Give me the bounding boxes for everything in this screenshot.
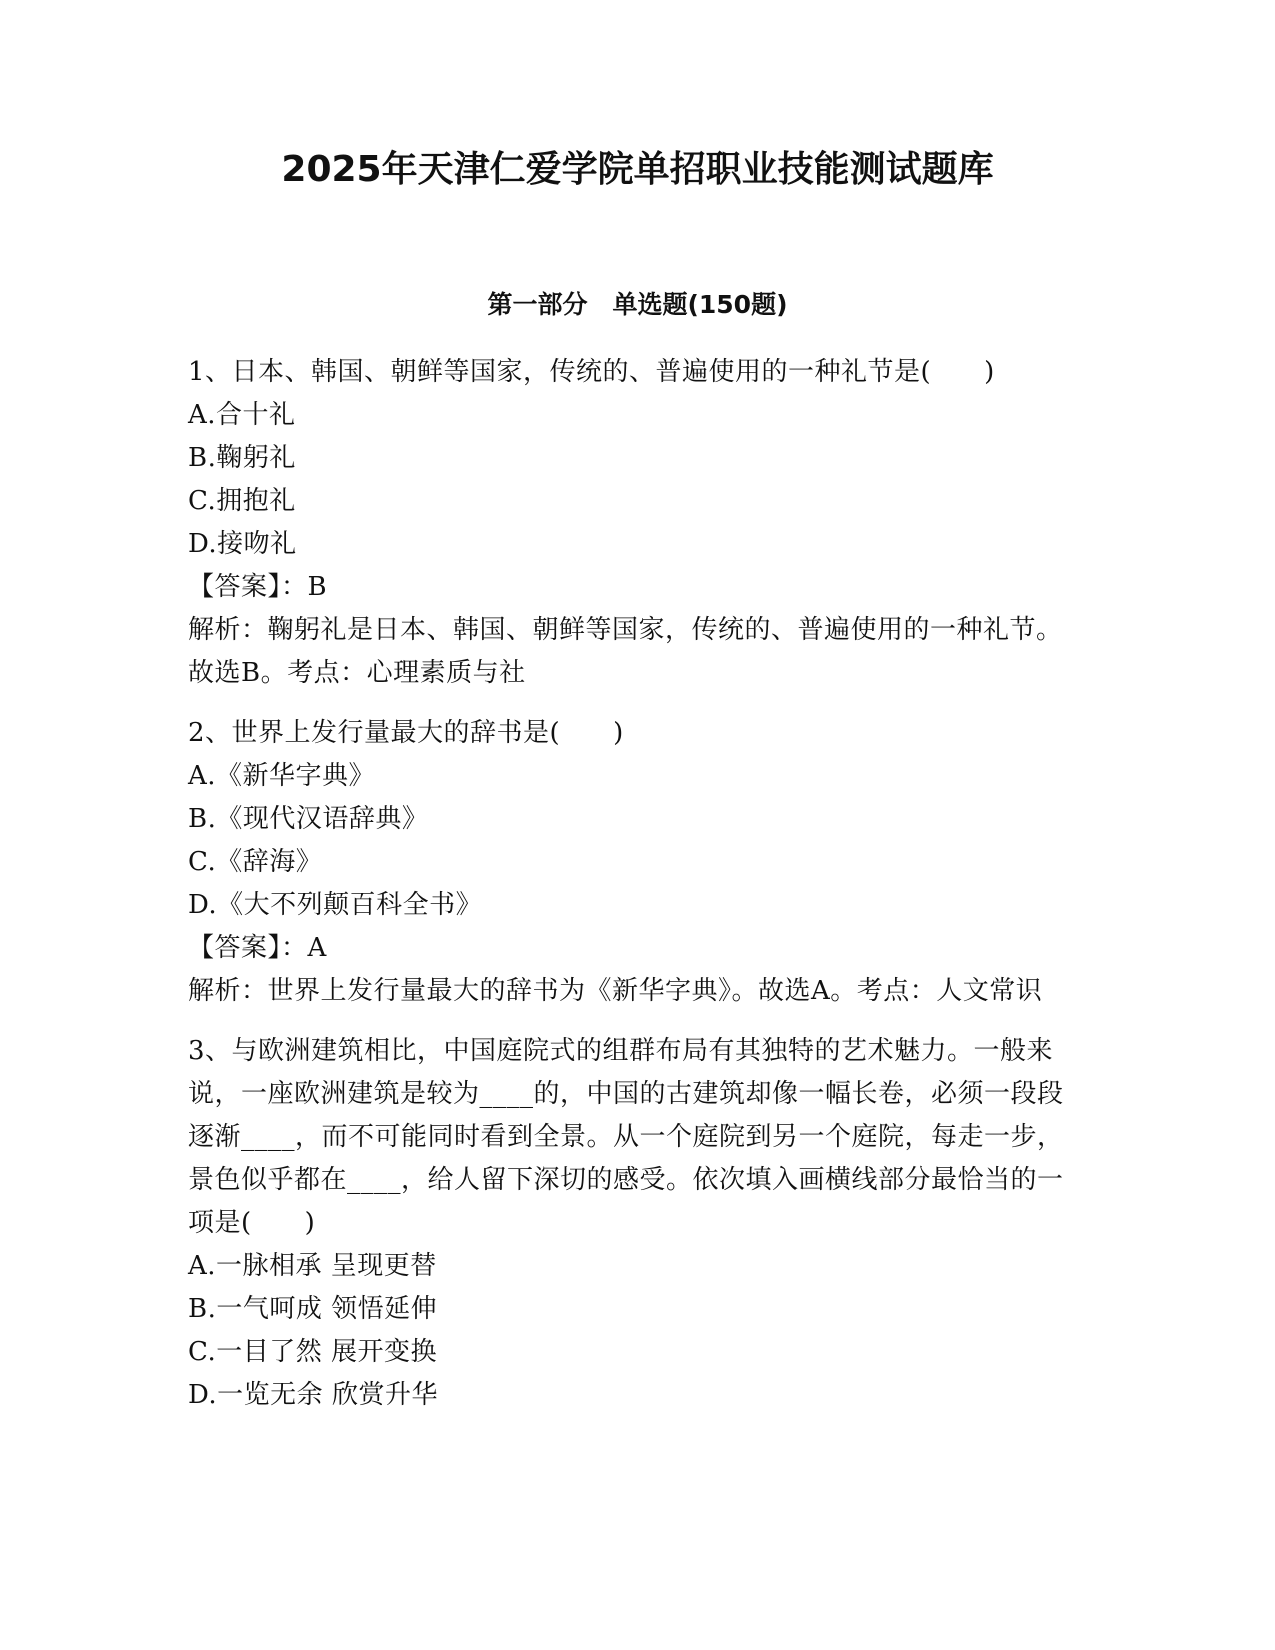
option-d: D.一览无余 欣赏升华: [188, 1380, 438, 1410]
question-1: [188, 351, 1088, 695]
explanation: 解析：鞠躬礼是日本、韩国、朝鲜等国家，传统的、普遍使用的一种礼节。故选B。考点：心理素质与社: [188, 615, 1063, 688]
section-title: 第一部分 单选题(150题): [487, 290, 788, 319]
question-2: [188, 712, 1088, 1013]
question-list: [188, 351, 1088, 1417]
option-b: B.鞠躬礼: [188, 443, 296, 473]
question-stem: 2、世界上发行量最大的辞书是( ): [188, 718, 624, 748]
option-b: B.一气呵成 领悟延伸: [188, 1294, 438, 1324]
question-3: [188, 1030, 1088, 1417]
option-c: C.《辞海》: [188, 847, 323, 877]
answer: 【答案】：B: [188, 572, 328, 602]
explanation: 解析：世界上发行量最大的辞书为《新华字典》。故选A。考点：人文常识: [188, 976, 1043, 1006]
question-stem: 3、与欧洲建筑相比，中国庭院式的组群布局有其独特的艺术魅力。一般来说，一座欧洲建筑是较为____的，中国的古建筑却像一幅长卷，必须一段段逐渐____，而不可能同时看到全景。从一个庭院到另一个庭院，每走一步，景色似乎都在____，给人留下深切的感受。依次填入画横线部分最恰当的一项是( ): [188, 1036, 1064, 1238]
option-d: D.《大不列颠百科全书》: [188, 890, 483, 920]
option-a: A.《新华字典》: [188, 761, 376, 791]
option-c: C.拥抱礼: [188, 486, 296, 516]
question-stem: 1、日本、韩国、朝鲜等国家，传统的、普遍使用的一种礼节是( ): [188, 357, 995, 387]
option-d: D.接吻礼: [188, 529, 297, 559]
page-title: 2025年天津仁爱学院单招职业技能测试题库: [281, 149, 994, 190]
option-a: A.一脉相承 呈现更替: [188, 1251, 437, 1281]
answer: 【答案】：A: [188, 933, 327, 963]
option-a: A.合十礼: [188, 400, 296, 430]
option-c: C.一目了然 展开变换: [188, 1337, 437, 1367]
option-b: B.《现代汉语辞典》: [188, 804, 429, 834]
